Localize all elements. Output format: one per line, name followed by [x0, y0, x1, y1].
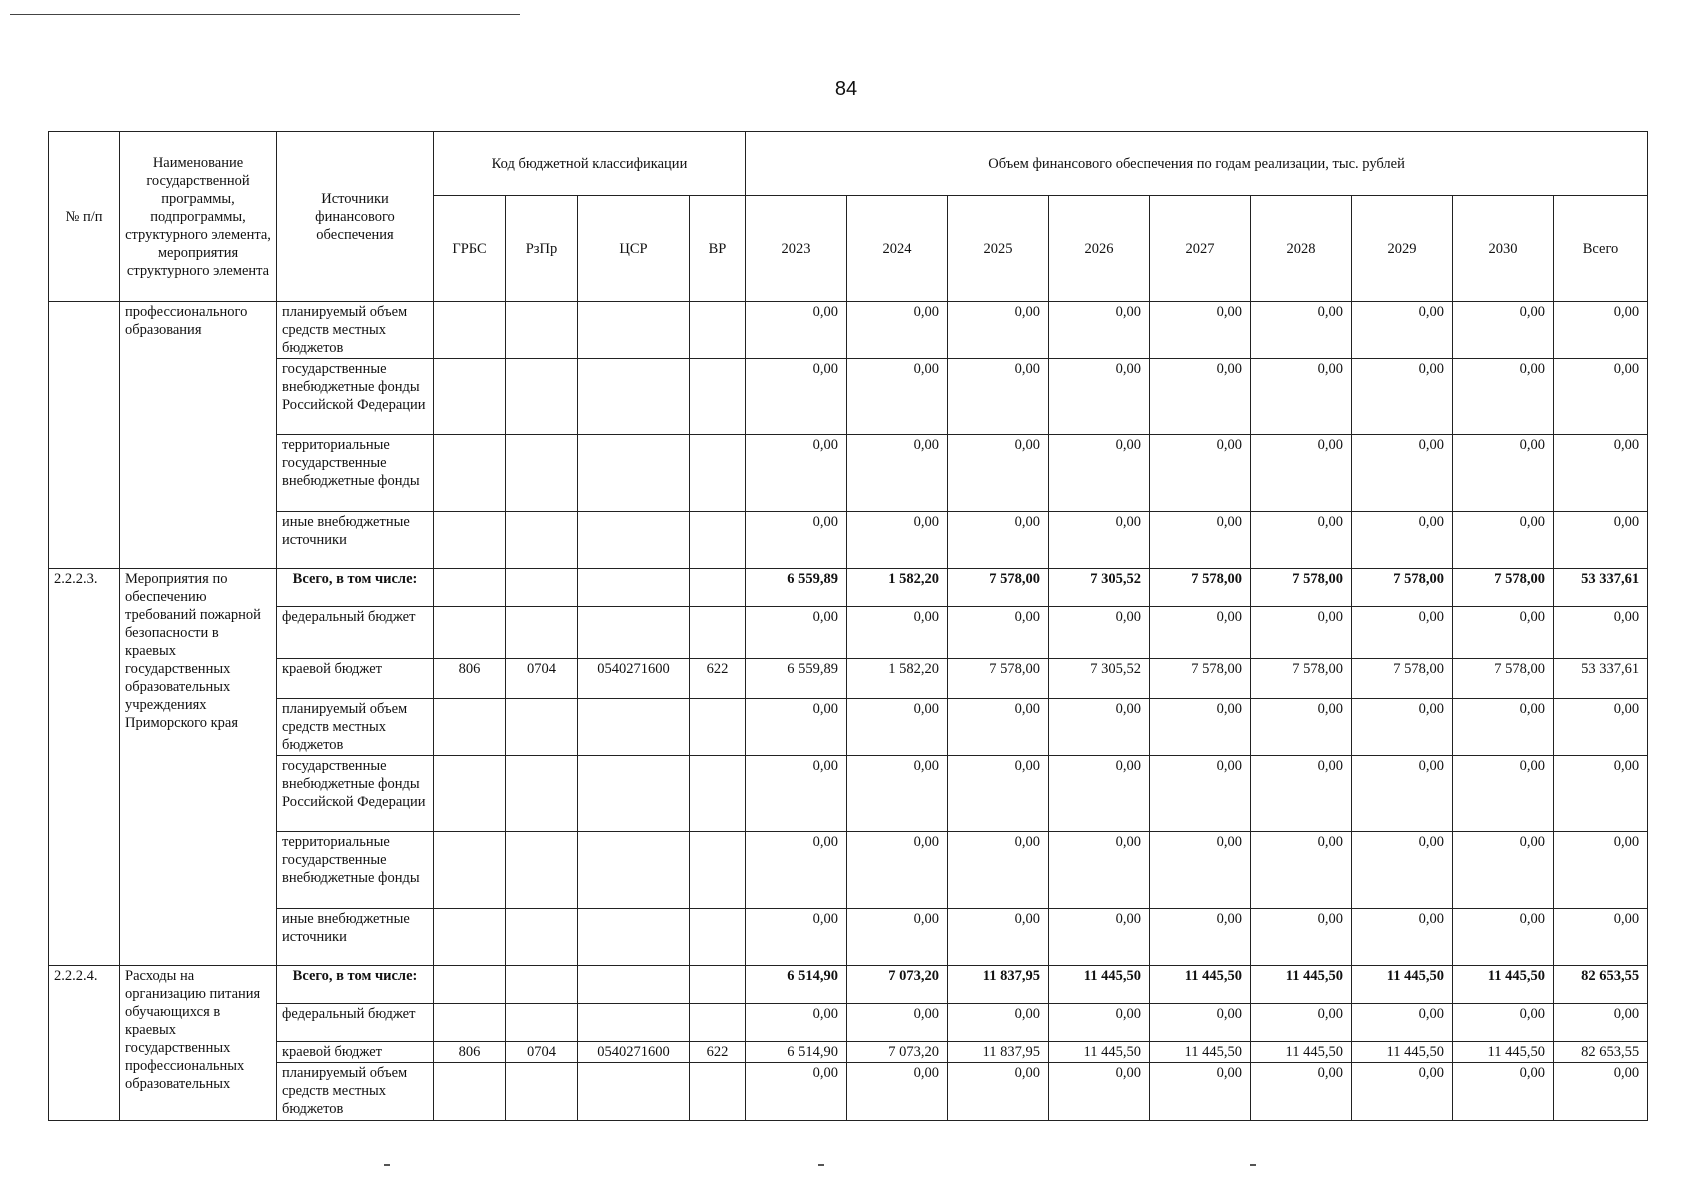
scan-mark — [818, 1164, 824, 1166]
value-2023: 0,00 — [746, 512, 847, 569]
value-2024: 0,00 — [847, 302, 948, 359]
code-grbs — [434, 359, 506, 435]
top-rule — [10, 14, 520, 15]
value-2030: 0,00 — [1453, 607, 1554, 659]
value-2027: 0,00 — [1150, 909, 1251, 966]
value-total: 0,00 — [1554, 512, 1648, 569]
code-vr — [690, 756, 746, 832]
code-grbs — [434, 607, 506, 659]
funding-source: государственные внебюджетные фонды Российской Федерации — [277, 359, 434, 435]
code-vr — [690, 909, 746, 966]
header-code-rzpr: РзПр — [506, 196, 578, 302]
code-vr — [690, 302, 746, 359]
code-rzpr — [506, 966, 578, 1004]
value-total: 53 337,61 — [1554, 659, 1648, 699]
value-2023: 0,00 — [746, 1063, 847, 1121]
code-csr — [578, 756, 690, 832]
code-csr — [578, 607, 690, 659]
code-grbs — [434, 302, 506, 359]
row-name: Мероприятия по обеспечению требований пожарной безопасности в краевых государственных образовательных учреждениях Приморского края — [120, 569, 277, 966]
value-2026: 0,00 — [1049, 359, 1150, 435]
code-csr: 0540271600 — [578, 659, 690, 699]
value-2025: 0,00 — [948, 607, 1049, 659]
header-year-2027: 2027 — [1150, 196, 1251, 302]
code-vr — [690, 607, 746, 659]
table-row — [49, 435, 1648, 512]
code-grbs — [434, 756, 506, 832]
value-2029: 0,00 — [1352, 435, 1453, 512]
header-year-2029: 2029 — [1352, 196, 1453, 302]
table-body — [49, 302, 1648, 1121]
value-2025: 7 578,00 — [948, 569, 1049, 607]
code-csr — [578, 302, 690, 359]
table-row — [49, 1004, 1648, 1042]
value-2030: 0,00 — [1453, 435, 1554, 512]
funding-source: краевой бюджет — [277, 1042, 434, 1063]
code-rzpr: 0704 — [506, 659, 578, 699]
value-2030: 0,00 — [1453, 1004, 1554, 1042]
value-2026: 0,00 — [1049, 1004, 1150, 1042]
value-2023: 0,00 — [746, 699, 847, 756]
value-2028: 0,00 — [1251, 359, 1352, 435]
table-row — [49, 966, 1648, 1004]
value-total: 82 653,55 — [1554, 966, 1648, 1004]
code-vr: 622 — [690, 659, 746, 699]
funding-source: территориальные государственные внебюджетные фонды — [277, 435, 434, 512]
code-vr — [690, 512, 746, 569]
row-index: 2.2.2.3. — [49, 569, 120, 966]
value-2030: 0,00 — [1453, 699, 1554, 756]
code-grbs — [434, 435, 506, 512]
code-csr — [578, 1004, 690, 1042]
value-total: 0,00 — [1554, 756, 1648, 832]
header-year-2024: 2024 — [847, 196, 948, 302]
value-2029: 11 445,50 — [1352, 1042, 1453, 1063]
value-2023: 0,00 — [746, 435, 847, 512]
value-2027: 0,00 — [1150, 302, 1251, 359]
value-2023: 6 559,89 — [746, 569, 847, 607]
value-2028: 0,00 — [1251, 1063, 1352, 1121]
value-2025: 7 578,00 — [948, 659, 1049, 699]
value-2030: 7 578,00 — [1453, 659, 1554, 699]
code-vr — [690, 1063, 746, 1121]
header-code-csr: ЦСР — [578, 196, 690, 302]
table-row — [49, 359, 1648, 435]
code-csr — [578, 569, 690, 607]
code-vr — [690, 359, 746, 435]
value-2024: 1 582,20 — [847, 569, 948, 607]
value-2028: 11 445,50 — [1251, 966, 1352, 1004]
value-2028: 0,00 — [1251, 1004, 1352, 1042]
value-2024: 7 073,20 — [847, 1042, 948, 1063]
code-rzpr — [506, 435, 578, 512]
header-year-2026: 2026 — [1049, 196, 1150, 302]
value-2025: 0,00 — [948, 1063, 1049, 1121]
value-2026: 0,00 — [1049, 756, 1150, 832]
code-vr — [690, 1004, 746, 1042]
value-total: 0,00 — [1554, 1004, 1648, 1042]
value-total: 0,00 — [1554, 435, 1648, 512]
value-2028: 0,00 — [1251, 756, 1352, 832]
value-2029: 0,00 — [1352, 832, 1453, 909]
value-2026: 0,00 — [1049, 699, 1150, 756]
funding-source: планируемый объем средств местных бюджетов — [277, 699, 434, 756]
value-2030: 7 578,00 — [1453, 569, 1554, 607]
value-2025: 11 837,95 — [948, 966, 1049, 1004]
value-2027: 7 578,00 — [1150, 569, 1251, 607]
value-2026: 0,00 — [1049, 607, 1150, 659]
code-rzpr — [506, 909, 578, 966]
value-2023: 0,00 — [746, 832, 847, 909]
scan-mark — [384, 1164, 390, 1166]
code-rzpr — [506, 1004, 578, 1042]
code-grbs — [434, 966, 506, 1004]
value-2023: 6 514,90 — [746, 966, 847, 1004]
funding-source: планируемый объем средств местных бюджетов — [277, 1063, 434, 1121]
value-2027: 0,00 — [1150, 607, 1251, 659]
table-row — [49, 569, 1648, 607]
code-rzpr — [506, 756, 578, 832]
code-vr — [690, 832, 746, 909]
header-code-grbs: ГРБС — [434, 196, 506, 302]
value-total: 0,00 — [1554, 302, 1648, 359]
value-2029: 0,00 — [1352, 1004, 1453, 1042]
value-2023: 0,00 — [746, 302, 847, 359]
value-2030: 0,00 — [1453, 512, 1554, 569]
code-grbs: 806 — [434, 1042, 506, 1063]
table-row — [49, 756, 1648, 832]
table-row — [49, 909, 1648, 966]
table-row — [49, 607, 1648, 659]
code-grbs — [434, 909, 506, 966]
value-2026: 0,00 — [1049, 909, 1150, 966]
value-2025: 0,00 — [948, 512, 1049, 569]
table-row — [49, 512, 1648, 569]
code-grbs — [434, 699, 506, 756]
header-year-2025: 2025 — [948, 196, 1049, 302]
code-rzpr — [506, 699, 578, 756]
funding-source: Всего, в том числе: — [277, 966, 434, 1004]
value-2028: 7 578,00 — [1251, 569, 1352, 607]
value-2024: 0,00 — [847, 756, 948, 832]
code-vr — [690, 966, 746, 1004]
value-2026: 0,00 — [1049, 512, 1150, 569]
code-csr — [578, 909, 690, 966]
value-2025: 0,00 — [948, 756, 1049, 832]
value-2026: 11 445,50 — [1049, 1042, 1150, 1063]
value-total: 0,00 — [1554, 607, 1648, 659]
value-2025: 0,00 — [948, 699, 1049, 756]
code-vr — [690, 435, 746, 512]
value-2029: 0,00 — [1352, 359, 1453, 435]
value-2026: 0,00 — [1049, 832, 1150, 909]
value-2030: 0,00 — [1453, 1063, 1554, 1121]
table-header — [49, 132, 1648, 302]
code-csr — [578, 699, 690, 756]
value-2023: 6 514,90 — [746, 1042, 847, 1063]
value-2024: 0,00 — [847, 1063, 948, 1121]
scan-mark — [1250, 1164, 1256, 1166]
value-2030: 0,00 — [1453, 302, 1554, 359]
funding-source: федеральный бюджет — [277, 607, 434, 659]
header-year-2030: 2030 — [1453, 196, 1554, 302]
header-volume-group: Объем финансового обеспечения по годам реализации, тыс. рублей — [746, 132, 1648, 196]
value-2024: 0,00 — [847, 359, 948, 435]
value-total: 0,00 — [1554, 1063, 1648, 1121]
value-2026: 11 445,50 — [1049, 966, 1150, 1004]
header-index: № п/п — [49, 132, 120, 302]
row-name: профессионального образования — [120, 302, 277, 569]
page-number: 84 — [834, 78, 858, 100]
code-vr: 622 — [690, 1042, 746, 1063]
value-2028: 0,00 — [1251, 607, 1352, 659]
value-2030: 0,00 — [1453, 832, 1554, 909]
value-2030: 11 445,50 — [1453, 1042, 1554, 1063]
value-2025: 0,00 — [948, 1004, 1049, 1042]
financing-table — [48, 131, 1648, 1121]
value-2025: 11 837,95 — [948, 1042, 1049, 1063]
code-vr — [690, 699, 746, 756]
funding-source: Всего, в том числе: — [277, 569, 434, 607]
value-2027: 7 578,00 — [1150, 659, 1251, 699]
header-year-2028: 2028 — [1251, 196, 1352, 302]
header-total: Всего — [1554, 196, 1648, 302]
value-2027: 0,00 — [1150, 832, 1251, 909]
value-2025: 0,00 — [948, 302, 1049, 359]
header-year-2023: 2023 — [746, 196, 847, 302]
value-total: 0,00 — [1554, 832, 1648, 909]
value-2027: 11 445,50 — [1150, 1042, 1251, 1063]
value-2027: 0,00 — [1150, 1063, 1251, 1121]
value-2027: 11 445,50 — [1150, 966, 1251, 1004]
value-2030: 11 445,50 — [1453, 966, 1554, 1004]
value-2027: 0,00 — [1150, 359, 1251, 435]
code-rzpr — [506, 569, 578, 607]
value-2023: 6 559,89 — [746, 659, 847, 699]
value-2028: 0,00 — [1251, 699, 1352, 756]
code-vr — [690, 569, 746, 607]
value-2030: 0,00 — [1453, 359, 1554, 435]
value-2023: 0,00 — [746, 1004, 847, 1042]
table-row — [49, 1042, 1648, 1063]
header-name: Наименование государственной программы, подпрограммы, структурного элемента, мероприятия структурного элемента — [120, 132, 277, 302]
value-2023: 0,00 — [746, 909, 847, 966]
value-2028: 0,00 — [1251, 435, 1352, 512]
value-2027: 0,00 — [1150, 435, 1251, 512]
value-2027: 0,00 — [1150, 512, 1251, 569]
value-2030: 0,00 — [1453, 909, 1554, 966]
code-rzpr — [506, 512, 578, 569]
code-rzpr — [506, 359, 578, 435]
value-2028: 0,00 — [1251, 302, 1352, 359]
funding-source: государственные внебюджетные фонды Российской Федерации — [277, 756, 434, 832]
funding-source: иные внебюджетные источники — [277, 909, 434, 966]
value-2025: 0,00 — [948, 832, 1049, 909]
value-2024: 0,00 — [847, 699, 948, 756]
header-source: Источники финансового обеспечения — [277, 132, 434, 302]
value-2024: 1 582,20 — [847, 659, 948, 699]
value-2024: 0,00 — [847, 512, 948, 569]
code-csr — [578, 966, 690, 1004]
funding-source: иные внебюджетные источники — [277, 512, 434, 569]
value-2023: 0,00 — [746, 756, 847, 832]
value-2024: 0,00 — [847, 607, 948, 659]
value-2029: 7 578,00 — [1352, 569, 1453, 607]
code-rzpr — [506, 832, 578, 909]
header-code-vr: ВР — [690, 196, 746, 302]
value-2030: 0,00 — [1453, 756, 1554, 832]
code-grbs — [434, 832, 506, 909]
table-row — [49, 302, 1648, 359]
value-2029: 0,00 — [1352, 909, 1453, 966]
header-budget-code-group: Код бюджетной классификации — [434, 132, 746, 196]
value-2029: 7 578,00 — [1352, 659, 1453, 699]
value-2025: 0,00 — [948, 909, 1049, 966]
value-2028: 0,00 — [1251, 512, 1352, 569]
value-2023: 0,00 — [746, 359, 847, 435]
row-name: Расходы на организацию питания обучающихся в краевых государственных профессиональных образовательных — [120, 966, 277, 1121]
value-2026: 0,00 — [1049, 1063, 1150, 1121]
code-csr — [578, 832, 690, 909]
value-2024: 0,00 — [847, 435, 948, 512]
value-2029: 11 445,50 — [1352, 966, 1453, 1004]
value-total: 53 337,61 — [1554, 569, 1648, 607]
funding-source: территориальные государственные внебюджетные фонды — [277, 832, 434, 909]
value-2026: 7 305,52 — [1049, 659, 1150, 699]
code-rzpr — [506, 607, 578, 659]
value-2029: 0,00 — [1352, 699, 1453, 756]
value-2026: 0,00 — [1049, 302, 1150, 359]
value-2028: 7 578,00 — [1251, 659, 1352, 699]
value-2028: 0,00 — [1251, 832, 1352, 909]
value-2029: 0,00 — [1352, 756, 1453, 832]
value-2024: 0,00 — [847, 832, 948, 909]
code-grbs — [434, 512, 506, 569]
value-2026: 7 305,52 — [1049, 569, 1150, 607]
value-2025: 0,00 — [948, 435, 1049, 512]
row-index: 2.2.2.4. — [49, 966, 120, 1121]
code-csr — [578, 359, 690, 435]
value-2029: 0,00 — [1352, 1063, 1453, 1121]
value-2027: 0,00 — [1150, 699, 1251, 756]
value-total: 0,00 — [1554, 909, 1648, 966]
value-2024: 7 073,20 — [847, 966, 948, 1004]
funding-source: планируемый объем средств местных бюджетов — [277, 302, 434, 359]
value-2024: 0,00 — [847, 909, 948, 966]
row-index — [49, 302, 120, 569]
table-row — [49, 659, 1648, 699]
value-2025: 0,00 — [948, 359, 1049, 435]
table-row — [49, 699, 1648, 756]
value-2027: 0,00 — [1150, 756, 1251, 832]
code-grbs: 806 — [434, 659, 506, 699]
value-2029: 0,00 — [1352, 607, 1453, 659]
code-csr — [578, 1063, 690, 1121]
value-2029: 0,00 — [1352, 302, 1453, 359]
value-2024: 0,00 — [847, 1004, 948, 1042]
value-total: 82 653,55 — [1554, 1042, 1648, 1063]
value-total: 0,00 — [1554, 359, 1648, 435]
code-csr — [578, 435, 690, 512]
code-grbs — [434, 1004, 506, 1042]
code-grbs — [434, 1063, 506, 1121]
value-2029: 0,00 — [1352, 512, 1453, 569]
code-rzpr — [506, 302, 578, 359]
code-csr: 0540271600 — [578, 1042, 690, 1063]
value-2028: 11 445,50 — [1251, 1042, 1352, 1063]
table-row — [49, 1063, 1648, 1121]
table-row — [49, 832, 1648, 909]
value-2027: 0,00 — [1150, 1004, 1251, 1042]
value-total: 0,00 — [1554, 699, 1648, 756]
value-2023: 0,00 — [746, 607, 847, 659]
code-rzpr: 0704 — [506, 1042, 578, 1063]
code-csr — [578, 512, 690, 569]
value-2028: 0,00 — [1251, 909, 1352, 966]
code-rzpr — [506, 1063, 578, 1121]
code-grbs — [434, 569, 506, 607]
funding-source: краевой бюджет — [277, 659, 434, 699]
value-2026: 0,00 — [1049, 435, 1150, 512]
funding-source: федеральный бюджет — [277, 1004, 434, 1042]
